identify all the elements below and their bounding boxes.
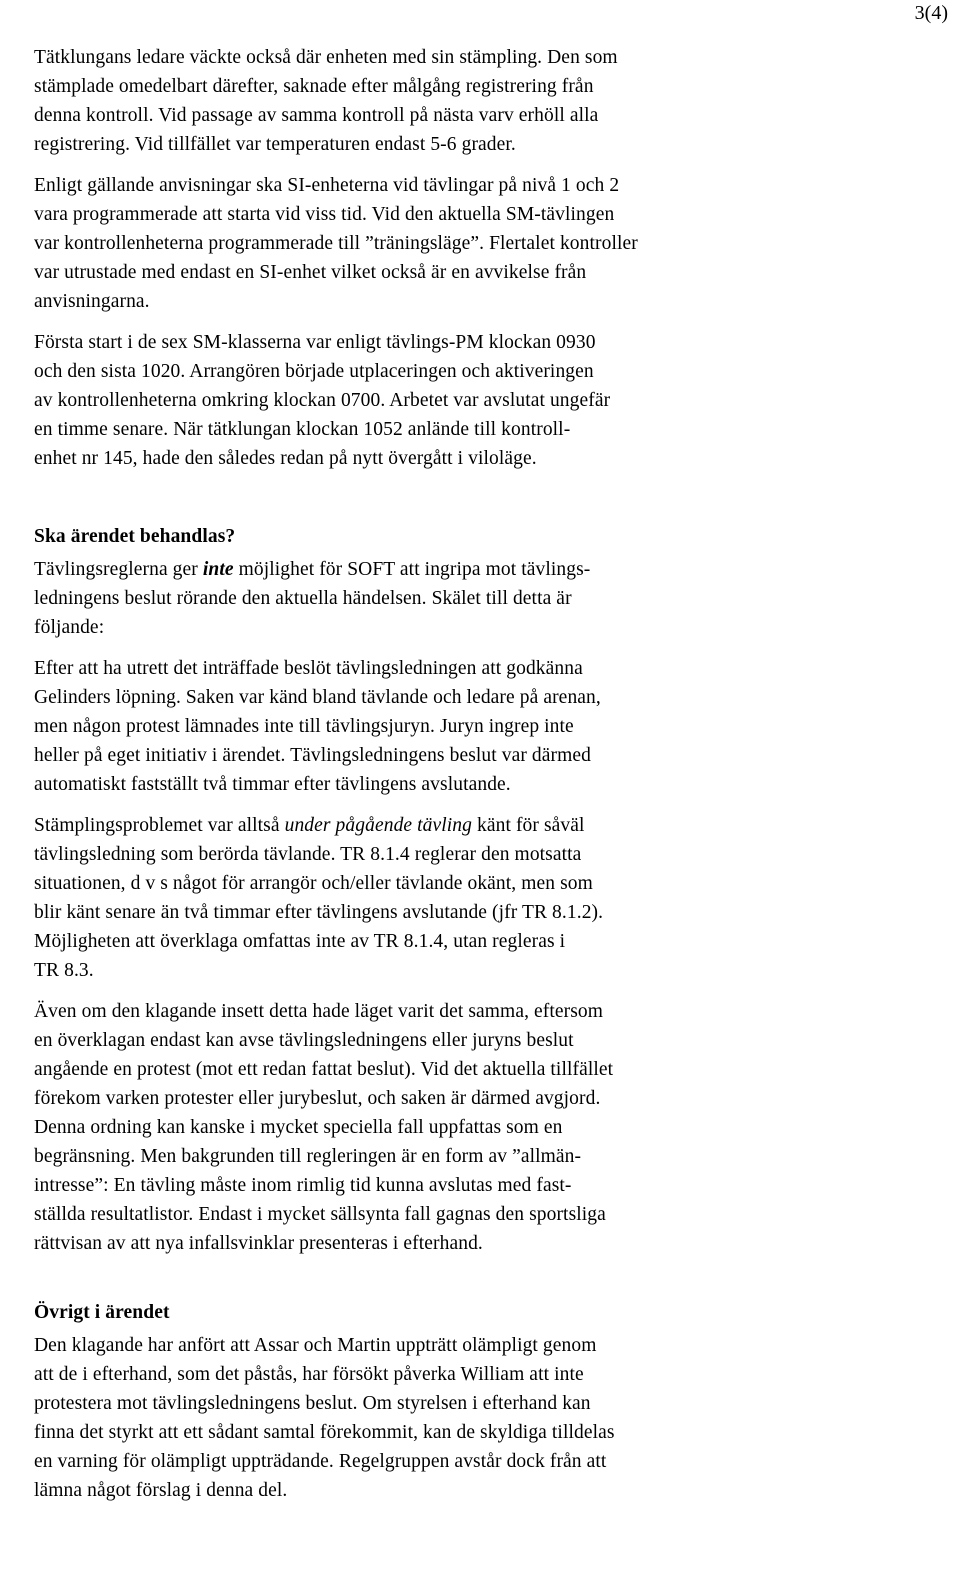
emphasis-text: inte	[202, 559, 234, 580]
text-line: förekom varken protester eller jurybeslut, och saken är därmed avgjord.	[34, 1088, 601, 1109]
text-line: TR 8.3.	[34, 960, 94, 981]
section-spacer	[34, 485, 939, 522]
text-segment: Tävlingsreglerna ger	[34, 559, 203, 580]
text-line: Även om den klagande insett detta hade läget varit det samma, eftersom	[34, 1001, 604, 1022]
text-line: tävlingsledning som berörda tävlande. TR 8.1.4 reglerar den motsatta	[34, 844, 582, 865]
text-line: lämna något förslag i denna del.	[34, 1480, 288, 1501]
text-line: rättvisan av att nya infallsvinklar presenteras i efterhand.	[34, 1233, 483, 1254]
text-line: en varning för olämpligt uppträdande. Regelgruppen avstår dock från att	[34, 1451, 607, 1472]
paragraph-8	[34, 1331, 939, 1505]
text-line: Tätklungans ledare väckte också där enheten med sin stämpling. Den som	[34, 47, 618, 68]
text-line: ställda resultatlistor. Endast i mycket sällsynta fall gagnas den sportsliga	[34, 1204, 606, 1225]
text-line: intresse”: En tävling måste inom rimlig tid kunna avslutas med fast-	[34, 1175, 572, 1196]
text-line: protestera mot tävlingsledningens beslut. Om styrelsen i efterhand kan	[34, 1393, 591, 1414]
text-line: blir känt senare än två timmar efter tävlingens avslutande (jfr TR 8.1.2).	[34, 902, 604, 923]
paragraph-5	[34, 654, 939, 799]
text-line: finna det styrkt att ett sådant samtal förekommit, kan de skyldiga tilldelas	[34, 1422, 615, 1443]
text-segment: Stämplingsproblemet var alltså	[34, 815, 285, 836]
text-line: av kontrollenheterna omkring klockan 0700. Arbetet var avslutat ungefär	[34, 390, 611, 411]
text-line: Gelinders löpning. Saken var känd bland tävlande och ledare på arenan,	[34, 687, 601, 708]
text-line: var utrustade med endast en SI-enhet vilket också är en avvikelse från	[34, 262, 587, 283]
text-line: Efter att ha utrett det inträffade beslöt tävlingsledningen att godkänna	[34, 658, 583, 679]
text-line: ledningens beslut rörande den aktuella händelsen. Skälet till detta är	[34, 588, 572, 609]
text-segment: möjlighet för SOFT att ingripa mot tävlings-	[233, 559, 591, 580]
paragraph-3	[34, 328, 939, 473]
text-line: var kontrollenheterna programmerade till ”träningsläge”. Flertalet kontroller	[34, 233, 638, 254]
text-line: begränsning. Men bakgrunden till regleringen är en form av ”allmän-	[34, 1146, 582, 1167]
section-heading-ovrigt-i-arendet: Övrigt i ärendet	[34, 1302, 170, 1323]
text-line: och den sista 1020. Arrangören började utplaceringen och aktiveringen	[34, 361, 594, 382]
paragraph-6	[34, 811, 939, 985]
emphasis-text: under pågående tävling	[284, 815, 473, 836]
text-line: en timme senare. När tätklungan klockan 1052 anlände till kontroll-	[34, 419, 571, 440]
text-line: denna kontroll. Vid passage av samma kontroll på nästa varv erhöll alla	[34, 105, 599, 126]
text-line: Den klagande har anfört att Assar och Martin uppträtt olämpligt genom	[34, 1335, 597, 1356]
paragraph-2	[34, 171, 939, 316]
text-line: angående en protest (mot ett redan fattat beslut). Vid det aktuella tillfället	[34, 1059, 614, 1080]
text-line: Enligt gällande anvisningar ska SI-enheterna vid tävlingar på nivå 1 och 2	[34, 175, 620, 196]
document-body	[34, 43, 939, 1517]
text-line: automatiskt fastställt två timmar efter tävlingens avslutande.	[34, 774, 511, 795]
text-line	[34, 811, 939, 840]
text-line: men någon protest lämnades inte till tävlingsjuryn. Juryn ingrep inte	[34, 716, 574, 737]
text-line: heller på eget initiativ i ärendet. Tävlingsledningens beslut var därmed	[34, 745, 591, 766]
text-line: Denna ordning kan kanske i mycket speciella fall uppfattas som en	[34, 1117, 563, 1138]
text-line: Möjligheten att överklaga omfattas inte av TR 8.1.4, utan regleras i	[34, 931, 566, 952]
text-line: att de i efterhand, som det påstås, har försökt påverka William att inte	[34, 1364, 584, 1385]
text-line: anvisningarna.	[34, 291, 150, 312]
section-heading-ska-arendet-behandlas: Ska ärendet behandlas?	[34, 526, 236, 547]
text-line	[34, 555, 939, 584]
page-number: 3(4)	[914, 2, 948, 24]
paragraph-7	[34, 997, 939, 1258]
text-line: situationen, d v s något för arrangör och/eller tävlande okänt, men som	[34, 873, 593, 894]
text-line: stämplade omedelbart därefter, saknade efter målgång registrering från	[34, 76, 594, 97]
text-line: vara programmerade att starta vid viss tid. Vid den aktuella SM-tävlingen	[34, 204, 615, 225]
text-line: en överklagan endast kan avse tävlingsledningens eller juryns beslut	[34, 1030, 574, 1051]
text-line: följande:	[34, 617, 105, 638]
section-spacer	[34, 1270, 939, 1298]
paragraph-4	[34, 555, 939, 642]
paragraph-1	[34, 43, 939, 159]
text-segment: känt för såväl	[472, 815, 585, 836]
text-line: enhet nr 145, hade den således redan på nytt övergått i viloläge.	[34, 448, 537, 469]
text-line: registrering. Vid tillfället var temperaturen endast 5-6 grader.	[34, 134, 516, 155]
text-line: Första start i de sex SM-klasserna var enligt tävlings-PM klockan 0930	[34, 332, 596, 353]
